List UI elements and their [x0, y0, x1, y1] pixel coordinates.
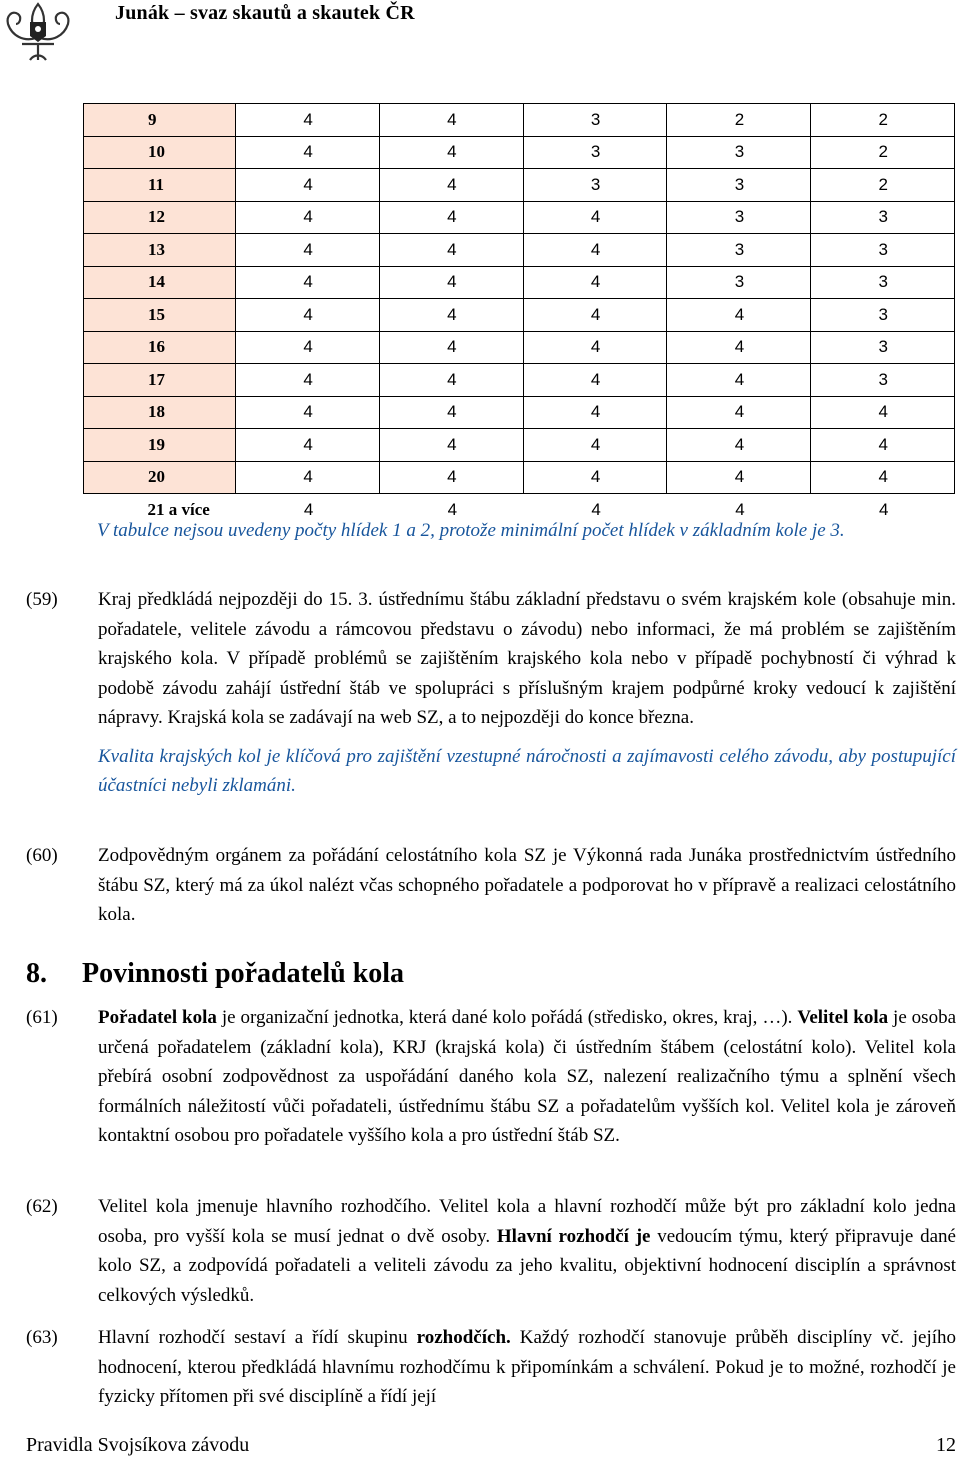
paragraph-59: [26, 585, 956, 801]
paragraph-61: [26, 1003, 956, 1151]
table-cell: 3: [667, 234, 811, 267]
section-title: Povinnosti pořadatelů kola: [82, 958, 405, 989]
patrol-count-label: 21 a více: [84, 494, 236, 526]
table-cell: 4: [379, 266, 523, 299]
patrol-count-label: 18: [84, 396, 236, 429]
patrol-count-label: 19: [84, 429, 236, 462]
table-cell: 4: [811, 429, 955, 462]
table-cell: 4: [667, 364, 811, 397]
table-cell: 4: [379, 136, 523, 169]
table-row: [84, 136, 955, 169]
table-row: [84, 396, 955, 429]
paragraph-number: (60): [26, 845, 58, 866]
table-cell: 3: [523, 136, 667, 169]
patrol-count-table: [83, 103, 955, 526]
table-row: [84, 331, 955, 364]
table-cell: 4: [379, 234, 523, 267]
text-segment: je organizační jednotka, která dané kolo pořádá (středisko, okres, kraj, …).: [216, 1007, 798, 1028]
patrol-count-label: 12: [84, 201, 236, 234]
table-cell: 4: [523, 299, 667, 332]
patrol-count-label: 14: [84, 266, 236, 299]
paragraph-text: [98, 1192, 956, 1310]
table-cell: 4: [667, 331, 811, 364]
patrol-count-label: 16: [84, 331, 236, 364]
patrol-count-label: 10: [84, 136, 236, 169]
term-organizer: Pořadatel kola: [98, 1007, 217, 1028]
table-cell: 4: [236, 429, 380, 462]
table-cell: 3: [667, 169, 811, 202]
paragraph-number: (61): [26, 1007, 58, 1028]
table-cell: 4: [667, 494, 811, 526]
paragraph-text: [98, 1323, 956, 1412]
table-cell: 4: [667, 299, 811, 332]
table-cell: 4: [811, 494, 955, 526]
section-number: 8.: [26, 958, 47, 989]
table-cell: 4: [379, 299, 523, 332]
table-cell: 4: [379, 201, 523, 234]
term-commander: Velitel kola: [797, 1007, 889, 1028]
table-cell: 2: [811, 136, 955, 169]
table-row: [84, 461, 955, 494]
table-cell: 4: [236, 299, 380, 332]
table-cell: 4: [379, 331, 523, 364]
text-segment: Hlavní rozhodčí sestaví a řídí skupinu: [98, 1327, 417, 1348]
text-segment: vedoucím týmu, který připravuje dané kolo SZ, a zodpovídá pořadateli a veliteli závodu za jeho kvalitu, objektivní hodnocení disciplín a správnost celkových výsledků.: [98, 1225, 956, 1306]
paragraph-63: [26, 1323, 956, 1412]
table-cell: 3: [811, 266, 955, 299]
paragraph-60: [26, 841, 956, 930]
table-cell: 4: [379, 494, 523, 526]
table-row: [84, 299, 955, 332]
paragraph-number: (63): [26, 1327, 58, 1348]
fleur-de-lis-logo: [0, 0, 76, 66]
patrol-count-label: 9: [84, 104, 236, 137]
table-cell: 2: [667, 104, 811, 137]
table-cell: 3: [811, 299, 955, 332]
table-row: [84, 364, 955, 397]
table-cell: 3: [667, 136, 811, 169]
table-cell: 4: [523, 396, 667, 429]
table-cell: 4: [379, 396, 523, 429]
table-cell: 3: [523, 104, 667, 137]
table-cell: 4: [236, 201, 380, 234]
page-footer: [26, 1434, 956, 1457]
table-cell: 3: [811, 364, 955, 397]
table-cell: 4: [379, 461, 523, 494]
table-cell: 4: [523, 429, 667, 462]
section-heading: [26, 958, 404, 990]
paragraph-number: (59): [26, 589, 58, 610]
patrol-count-label: 20: [84, 461, 236, 494]
table-cell: 4: [379, 429, 523, 462]
table-cell: 4: [236, 396, 380, 429]
table-cell: 3: [811, 234, 955, 267]
table-cell: 2: [811, 104, 955, 137]
table-cell: 4: [667, 461, 811, 494]
table-row: [84, 234, 955, 267]
table-cell: 4: [236, 461, 380, 494]
paragraph-62: [26, 1192, 956, 1310]
table-cell: 4: [811, 396, 955, 429]
table-row: [84, 429, 955, 462]
table-cell: 4: [667, 429, 811, 462]
paragraph-text: Zodpovědným orgánem za pořádání celostátního kola SZ je Výkonná rada Junáka prostřednictvím ústředního štábu SZ, který má za úkol nalézt včas schopného pořadatele a podporovat ho v přípravě a realizaci celostátního kola.: [98, 845, 956, 925]
text-segment: Velitel kola jmenuje hlavního rozhodčího. Velitel kola a hlavní rozhodčí může být pro základní kolo jedna osoba, pro vyšší kola se musí jednat o dvě osoby.: [98, 1196, 956, 1247]
term-judges: rozhodčích.: [416, 1327, 511, 1348]
table-cell: 4: [523, 494, 667, 526]
table-cell: 4: [236, 364, 380, 397]
table-cell: 4: [236, 494, 380, 526]
table-cell: 3: [811, 331, 955, 364]
organization-name: Junák – svaz skautů a skautek ČR: [115, 2, 415, 24]
text-segment: je osoba určená pořadatelem (základní kola), KRJ (krajská kola) či ústředním štábem (celostátní kolo). Velitel kola přebírá osobní zodpovědnost za uspořádání daného kola SZ, nalezení realizačního týmu a splnění všech formálních náležitostí vůči pořadateli, ústřednímu štábu SZ a pořadatelům vyšších kol. Velitel kola je zároveň kontaktní osobou pro pořadatele vyššího kola a pro ústřední štáb SZ.: [98, 1007, 956, 1146]
table-row: [84, 266, 955, 299]
paragraph-text: Kraj předkládá nejpozději do 15. 3. ústřednímu štábu základní představu o svém krajském kole (obsahuje min. pořadatele, velitele závodu a rámcovou představu o závodu) nebo informaci, že má problém se zajištěním krajského kola. V případě problémů se zajištěním krajského kola nebo v případě pochybností či výhrad k podobě závodu zahájí ústřední štáb ve spolupráci s příslušným krajem podpůrné kroky vedoucí k zajištění nápravy. Krajská kola se zadávají na web SZ, a to nejpozději do konce března.: [98, 589, 956, 728]
table-cell: 4: [667, 396, 811, 429]
page-number: 12: [936, 1434, 956, 1456]
table-cell: 4: [379, 104, 523, 137]
patrol-count-label: 15: [84, 299, 236, 332]
table-cell: 4: [523, 331, 667, 364]
table-cell: 4: [811, 461, 955, 494]
paragraph-quote: Kvalita krajských kol je klíčová pro zajištění vzestupné náročnosti a zajímavosti celého závodu, aby postupující účastníci nebyli zklamáni.: [98, 745, 956, 796]
table-cell: 2: [811, 169, 955, 202]
paragraph-text: [98, 1003, 956, 1151]
table-cell: 3: [667, 201, 811, 234]
patrol-count-label: 13: [84, 234, 236, 267]
table-row: [84, 201, 955, 234]
text-segment: Každý rozhodčí stanovuje průběh disciplíny vč. jejího hodnocení, kterou předkládá hlavnímu rozhodčímu k připomínkám a schválení. Pokud je to možné, rozhodčí je fyzicky přítomen při své disciplíně a řídí její: [98, 1327, 956, 1407]
table-cell: 3: [667, 266, 811, 299]
table-cell: 4: [379, 169, 523, 202]
table-cell: 4: [523, 364, 667, 397]
patrol-count-label: 11: [84, 169, 236, 202]
table-cell: 4: [236, 266, 380, 299]
table-row: [84, 169, 955, 202]
table-cell: 4: [523, 461, 667, 494]
document-title: Pravidla Svojsíkova závodu: [26, 1434, 250, 1456]
table-cell: 4: [523, 266, 667, 299]
table-cell: 4: [236, 331, 380, 364]
table-cell: 4: [379, 364, 523, 397]
table-cell: 4: [523, 201, 667, 234]
term-chief-judge: Hlavní rozhodčí je: [496, 1225, 651, 1247]
table-note: V tabulce nejsou uvedeny počty hlídek 1 a 2, protože minimální počet hlídek v základním kole je 3.: [97, 520, 845, 541]
patrol-count-label: 17: [84, 364, 236, 397]
table-cell: 3: [811, 201, 955, 234]
table-cell: 4: [236, 169, 380, 202]
table-cell: 3: [523, 169, 667, 202]
table-row: [84, 104, 955, 137]
table-cell: 4: [523, 234, 667, 267]
table-cell: 4: [236, 104, 380, 137]
paragraph-number: (62): [26, 1196, 58, 1217]
table-cell: 4: [236, 234, 380, 267]
table-cell: 4: [236, 136, 380, 169]
